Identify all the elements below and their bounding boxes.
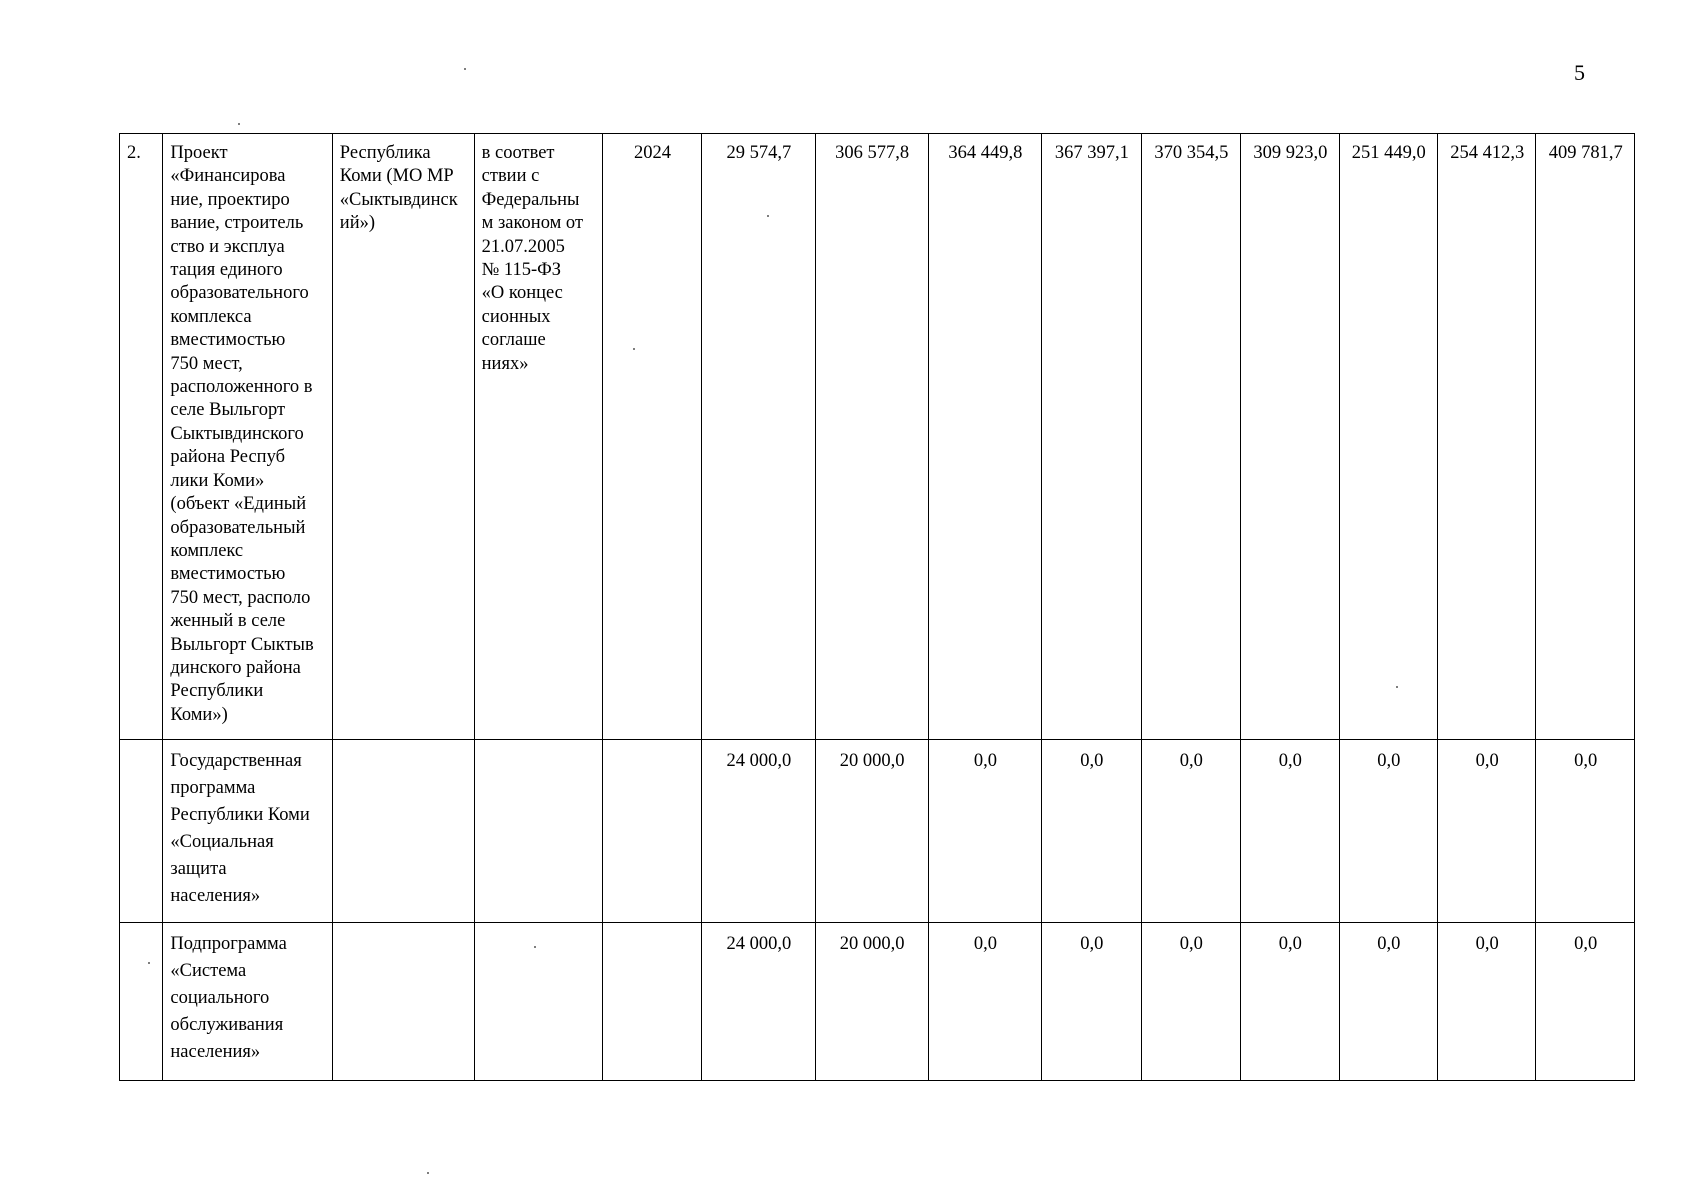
scan-speck bbox=[1396, 686, 1398, 688]
budget-table bbox=[119, 133, 1635, 1081]
amount-cell: 251 449,0 bbox=[1339, 134, 1437, 740]
amount-cell: 0,0 bbox=[1438, 740, 1536, 923]
amount-cell: 0,0 bbox=[1141, 740, 1241, 923]
amount-cell: 364 449,8 bbox=[928, 134, 1041, 740]
legal-basis-cell bbox=[474, 740, 602, 923]
table-row bbox=[120, 923, 1635, 1081]
row-name-cell: Подпрограмма «Система социального обслуживания населения» bbox=[163, 923, 332, 1081]
table-row bbox=[120, 740, 1635, 923]
amount-cell: 0,0 bbox=[1339, 740, 1437, 923]
amount-cell: 24 000,0 bbox=[702, 740, 815, 923]
row-name-cell: Проект «Финансирова ние, проектиро вание, строитель ство и эксплуа тация единого образовательного комплекса вместимостью 750 мест, расположенного в селе Выльгорт Сыктывдинского района Респуб лики Коми» (объект «Единый образовательный комплекс вместимостью 750 мест, располо женный в селе Выльгорт Сыктыв динского района Республики Коми») bbox=[163, 134, 332, 740]
year-cell: 2024 bbox=[602, 134, 702, 740]
amount-cell: 254 412,3 bbox=[1438, 134, 1536, 740]
legal-basis-cell: в соответ ствии с Федеральны м законом от 21.07.2005 № 115-ФЗ «О концес сионных соглаше ниях» bbox=[474, 134, 602, 740]
responsible-cell bbox=[332, 923, 474, 1081]
amount-cell: 0,0 bbox=[1042, 740, 1142, 923]
scan-speck bbox=[464, 68, 466, 70]
scan-speck bbox=[767, 215, 769, 217]
amount-cell: 0,0 bbox=[1141, 923, 1241, 1081]
amount-cell: 29 574,7 bbox=[702, 134, 815, 740]
scan-speck bbox=[534, 946, 536, 948]
amount-cell: 20 000,0 bbox=[815, 740, 928, 923]
table-row bbox=[120, 134, 1635, 740]
row-index-cell bbox=[120, 740, 163, 923]
page-number: 5 bbox=[1574, 60, 1585, 85]
amount-cell: 370 354,5 bbox=[1141, 134, 1241, 740]
amount-cell: 309 923,0 bbox=[1241, 134, 1339, 740]
scan-speck bbox=[633, 348, 635, 350]
amount-cell: 306 577,8 bbox=[815, 134, 928, 740]
amount-cell: 0,0 bbox=[1339, 923, 1437, 1081]
amount-cell: 367 397,1 bbox=[1042, 134, 1142, 740]
amount-cell: 0,0 bbox=[1241, 740, 1339, 923]
amount-cell: 24 000,0 bbox=[702, 923, 815, 1081]
amount-cell: 0,0 bbox=[928, 923, 1041, 1081]
amount-cell: 0,0 bbox=[1241, 923, 1339, 1081]
year-cell bbox=[602, 740, 702, 923]
year-cell bbox=[602, 923, 702, 1081]
responsible-cell: Республика Коми (МО МР «Сыктывдинск ий») bbox=[332, 134, 474, 740]
responsible-cell bbox=[332, 740, 474, 923]
scan-speck bbox=[238, 123, 240, 125]
amount-cell: 20 000,0 bbox=[815, 923, 928, 1081]
legal-basis-cell bbox=[474, 923, 602, 1081]
amount-cell: 0,0 bbox=[928, 740, 1041, 923]
amount-cell: 409 781,7 bbox=[1536, 134, 1635, 740]
row-index-cell: 2. bbox=[120, 134, 163, 740]
scan-speck bbox=[427, 1172, 429, 1174]
row-name-cell: Государственная программа Республики Коми «Социальная защита населения» bbox=[163, 740, 332, 923]
amount-cell: 0,0 bbox=[1536, 923, 1635, 1081]
amount-cell: 0,0 bbox=[1438, 923, 1536, 1081]
row-index-cell bbox=[120, 923, 163, 1081]
amount-cell: 0,0 bbox=[1536, 740, 1635, 923]
amount-cell: 0,0 bbox=[1042, 923, 1142, 1081]
scan-speck bbox=[148, 962, 150, 964]
